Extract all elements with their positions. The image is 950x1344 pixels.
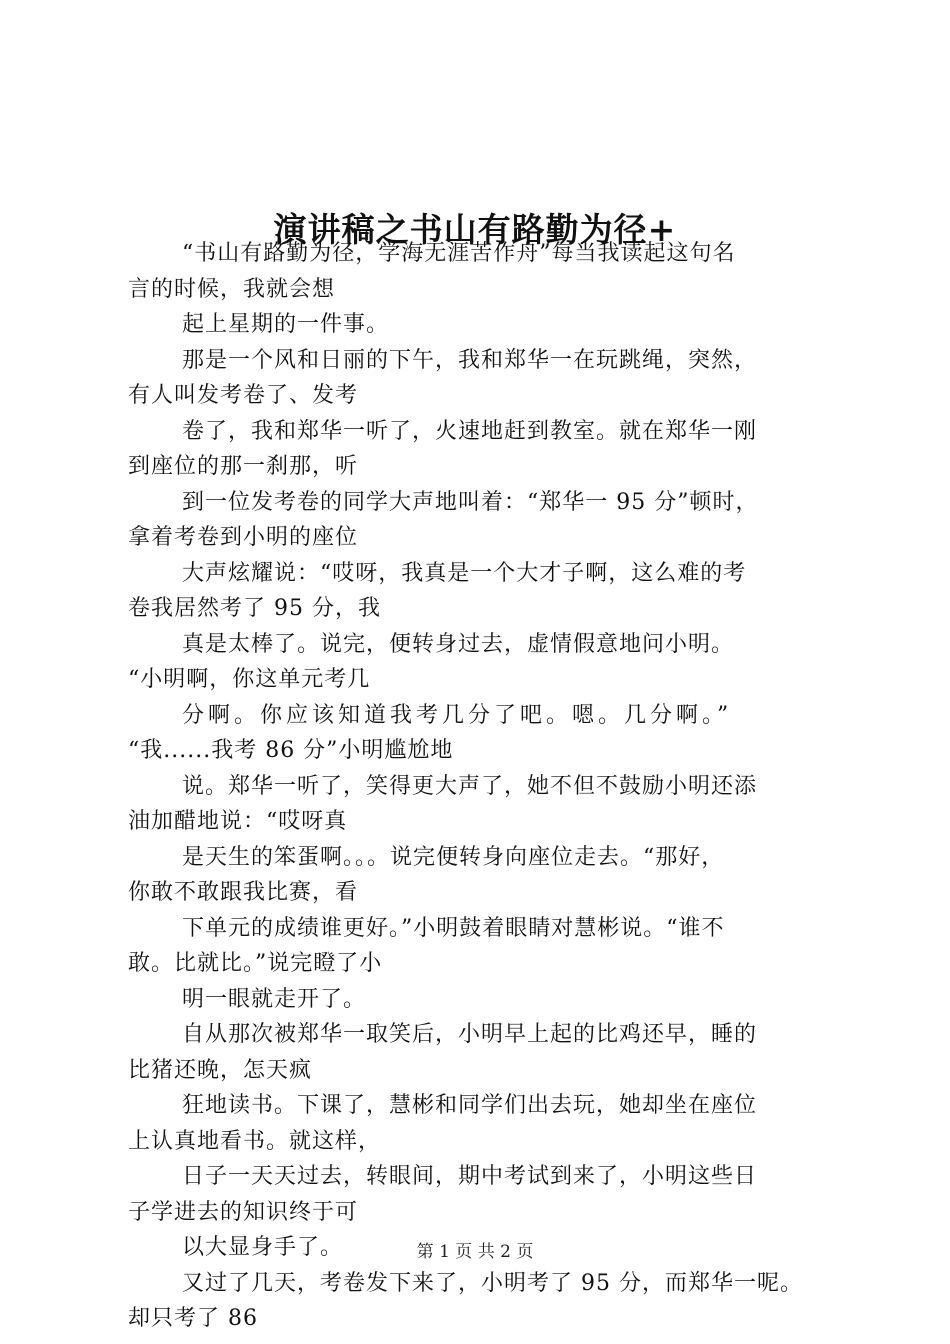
text-line: 明一眼就走开了。: [182, 986, 367, 1012]
text-line: 又过了几天，考卷发下来了，小明考了 95 分，而郑华一呢。: [182, 1270, 803, 1296]
text-line: 你敢不敢跟我比赛，看: [128, 880, 359, 905]
text-line: 下单元的成绩谁更好。”小明鼓着眼睛对慧彬说。“谁不: [182, 915, 725, 941]
text-line: 起上星期的一件事。: [182, 312, 390, 337]
text-line: 说。郑华一听了，笑得更大声了，她不但不鼓励小明还添: [182, 773, 758, 799]
text-line: 拿着考卷到小明的座位: [128, 525, 359, 550]
text-line: 却只考了 86: [128, 1306, 258, 1331]
text-line: 卷我居然考了 95 分，我: [128, 596, 381, 621]
text-line: 那是一个风和日丽的下午，我和郑华一在玩跳绳，突然，: [182, 347, 758, 373]
page-footer: 第 1 页 共 2 页: [416, 1242, 534, 1262]
text-line: 日子一天天过去，转眼间，期中考试到来了，小明这些日: [182, 1164, 758, 1189]
text-line: 分啊。你应该知道我考几分了吧。嗯。几分啊。”: [182, 702, 733, 728]
document-title: 演讲稿之书山有路勤为径+: [273, 210, 677, 250]
text-line: 以大显身手了。: [182, 1235, 344, 1260]
text-line: “我......我考 86 分”小明尴尬地: [128, 738, 454, 763]
text-line: 自从那次被郑华一取笑后，小明早上起的比鸡还早，睡的: [182, 1022, 758, 1047]
text-line: 真是太棒了。说完，便转身过去，虚情假意地问小明。: [182, 631, 735, 657]
text-line: 言的时候，我就会想: [128, 276, 336, 302]
document-body: [128, 236, 836, 1337]
text-line: 到座位的那一刹那，听: [128, 454, 359, 479]
text-line: 到一位发考卷的同学大声地叫着：“郑华一 95 分”顿时，: [182, 489, 759, 515]
text-line: 子学进去的知识终于可: [128, 1199, 359, 1225]
text-line: 油加醋地说：“哎呀真: [128, 809, 348, 834]
text-line: 大声炫耀说：“哎呀，我真是一个大才子啊，这么难的考: [182, 560, 747, 586]
text-line: 敢。比就比。”说完瞪了小: [128, 951, 383, 976]
text-line: “书山有路勤为径，学海无涯苦作舟”每当我读起这句名: [182, 241, 736, 266]
text-line: 卷了，我和郑华一听了，火速地赶到教室。就在郑华一刚: [182, 418, 758, 444]
text-line: 狂地读书。下课了，慧彬和同学们出去玩，她却坐在座位: [182, 1093, 758, 1118]
text-line: 是天生的笨蛋啊。。。说完便转身向座位走去。“那好，: [182, 844, 725, 870]
text-line: 上认真地看书。就这样，: [128, 1128, 382, 1154]
text-line: “小明啊，你这单元考几: [128, 667, 371, 692]
text-line: 比猪还晚，怎天疯: [128, 1057, 313, 1083]
text-line: 有人叫发考卷了、发考: [128, 383, 359, 408]
